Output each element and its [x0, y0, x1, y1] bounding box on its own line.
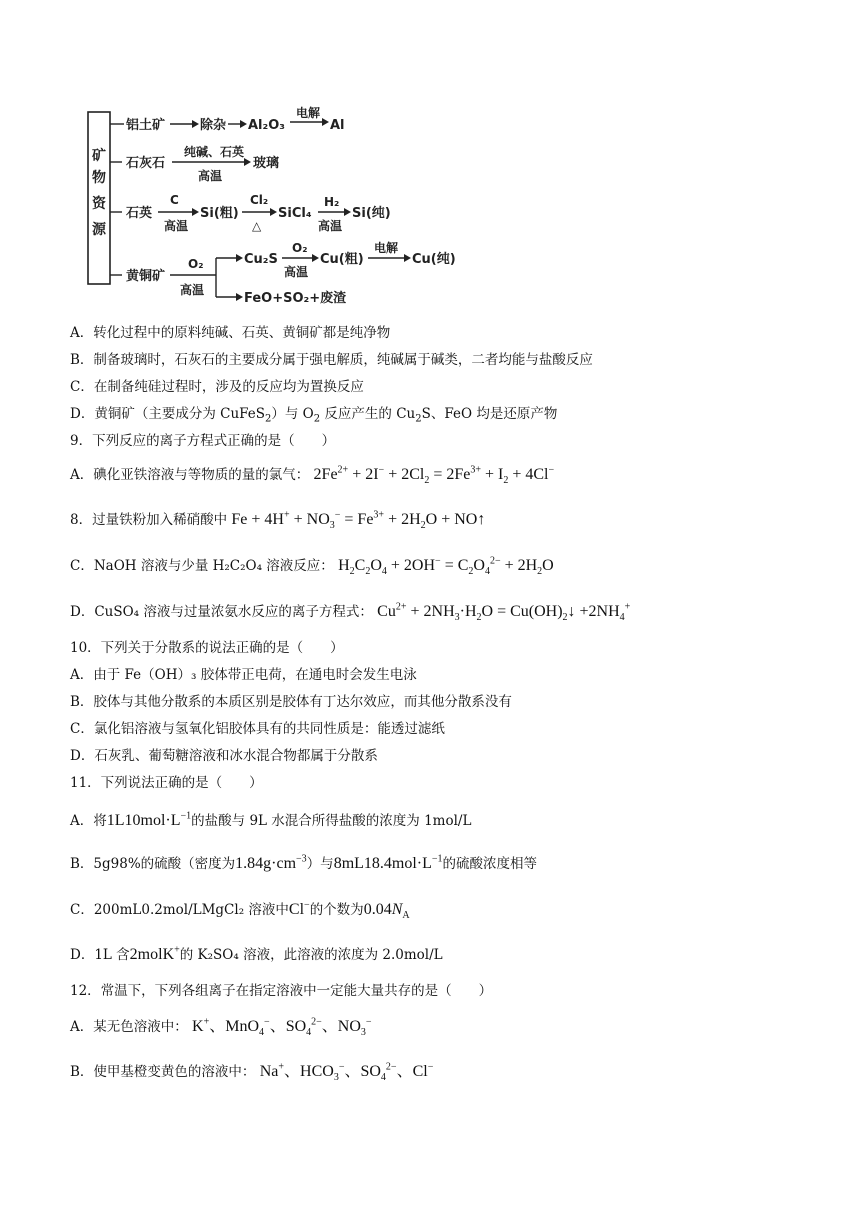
- row4-p1: Cu₂S: [244, 252, 278, 267]
- row3-c1-bottom: 高温: [164, 219, 189, 233]
- mineral-resource-diagram: [86, 100, 466, 310]
- q11-option-b: B．5g98%的硫酸（密度为$1.84g\cdot cm^{-3}$）与$8mL18.4mol\cdot L^{-1}$的硫酸浓度相等: [70, 853, 538, 872]
- q10-option-c: C．氯化铝溶液与氢氧化铝胶体具有的共同性质是：能透过滤纸: [70, 721, 445, 737]
- row3-p3: Si(纯): [352, 206, 391, 221]
- row4-c3-top: 电解: [374, 241, 399, 255]
- row4-byproduct: FeO+SO₂+废渣: [244, 291, 347, 306]
- q8-option-c: C．在制备纯硅过程时，涉及的反应均为置换反应: [70, 379, 364, 395]
- row2-ore: 石灰石: [126, 156, 166, 171]
- row3-c2-top: Cl₂: [250, 193, 269, 207]
- row2-cond-top: 纯碱、石英: [184, 145, 245, 159]
- row3-c1-top: C: [170, 193, 179, 207]
- q9-stem: 9．下列反应的离子方程式正确的是（ ）: [70, 433, 336, 449]
- q12-stem: 12．常温下，下列各组离子在指定溶液中一定能大量共存的是（ ）: [70, 983, 493, 999]
- row4-c2-bottom: 高温: [284, 265, 309, 279]
- row3-ore: 石英: [126, 206, 153, 221]
- q12-option-b: B．使甲基橙变黄色的溶液中： Na+、$HCO_3^-$、$SO_4^{2-}$、Cl−: [70, 1061, 434, 1084]
- group-label-3: 资: [92, 196, 106, 212]
- q10-option-d: D．石灰乳、葡萄糖溶液和冰水混合物都属于分散系: [70, 748, 378, 764]
- row4-c2-top: O₂: [292, 241, 308, 255]
- q8-option-b: B．制备玻璃时，石灰石的主要成分属于强电解质，纯碱属于碱类，二者均能与盐酸反应: [70, 352, 593, 368]
- q9-option-a: A．碘化亚铁溶液与等物质的量的氯气： $2Fe^{2+} + 2I^- + 2Cl_2 = 2Fe^{3+} + I_2 + 4Cl^-$: [70, 464, 555, 487]
- row1-product2: Al: [330, 118, 345, 133]
- q10-option-a: A．由于 Fe（OH）₃ 胶体带正电荷，在通电时会发生电泳: [70, 667, 417, 683]
- q9-option-c: C．NaOH 溶液与少量 H₂C₂O₄ 溶液反应： $H_2C_2O_4 + 2OH^- = C_2O_4^{2-} + 2H_2O$: [70, 555, 554, 578]
- row1-ore: 铝土矿: [126, 118, 166, 133]
- row3-c2-bottom: △: [252, 219, 262, 233]
- row2-product: 玻璃: [253, 156, 280, 171]
- row3-p2: SiCl₄: [278, 206, 312, 221]
- row3-c3-bottom: 高温: [318, 219, 343, 233]
- row4-cond-top: O₂: [188, 257, 204, 271]
- q11-option-a: A．将$1L10mol\cdot L^{-1}$的盐酸与 9L 水混合所得盐酸的浓度为 1mol/L: [70, 810, 472, 829]
- group-label-4: 源: [92, 222, 106, 238]
- row3-c3-top: H₂: [324, 195, 340, 209]
- group-label-2: 物: [92, 170, 106, 186]
- row4-p3: Cu(纯): [412, 252, 456, 267]
- row4-p2: Cu(粗): [320, 252, 364, 267]
- q9-option-d: D．CuSO₄ 溶液与过量浓氨水反应的离子方程式： $Cu^{2+} + 2NH_3\cdot H_2O$ = $Cu(OH)_2↓ +2NH_4^+$: [70, 601, 631, 624]
- row1-cond: 电解: [296, 106, 321, 120]
- q10-option-b: B．胶体与其他分散系的本质区别是胶体有丁达尔效应，而其他分散系没有: [70, 694, 512, 710]
- q8-option-d: D．黄铜矿（主要成分为 CuFeS$_2$）与 $O_2$ 反应产生的 $Cu_2S$、FeO 均是还原产物: [70, 406, 558, 425]
- q8-option-a: A．转化过程中的原料纯碱、石英、黄铜矿都是纯净物: [70, 325, 391, 341]
- group-label-1: 矿: [92, 148, 106, 164]
- q12-option-a: A．某无色溶液中： K+、MnO$_4$−、$SO_4^{2-}$、$NO_3^-$: [70, 1016, 372, 1039]
- row3-p1: Si(粗): [200, 206, 239, 221]
- q11-stem: 11．下列说法正确的是（ ）: [70, 775, 263, 791]
- q10-stem: 10．下列关于分散系的说法正确的是（ ）: [70, 640, 344, 656]
- row1-product1: Al₂O₃: [248, 118, 285, 133]
- row2-cond-bottom: 高温: [198, 169, 223, 183]
- q11-option-c: C．200mL0.2mol/LMgCl₂ 溶液中Cl−的个数为$0.04N_A$: [70, 899, 410, 922]
- row4-ore: 黄铜矿: [126, 269, 166, 284]
- row4-cond-bottom: 高温: [180, 283, 205, 297]
- q9-option-b: 8．过量铁粉加入稀硝酸中 $Fe + 4H^+ + NO_3^- = Fe^{3+} + 2H_2O$ + NO↑: [70, 509, 486, 532]
- q11-option-d: D．1L 含2molK+的 K₂SO₄ 溶液，此溶液的浓度为 2.0mol/L: [70, 944, 443, 963]
- row1-step1: 除杂: [200, 118, 227, 133]
